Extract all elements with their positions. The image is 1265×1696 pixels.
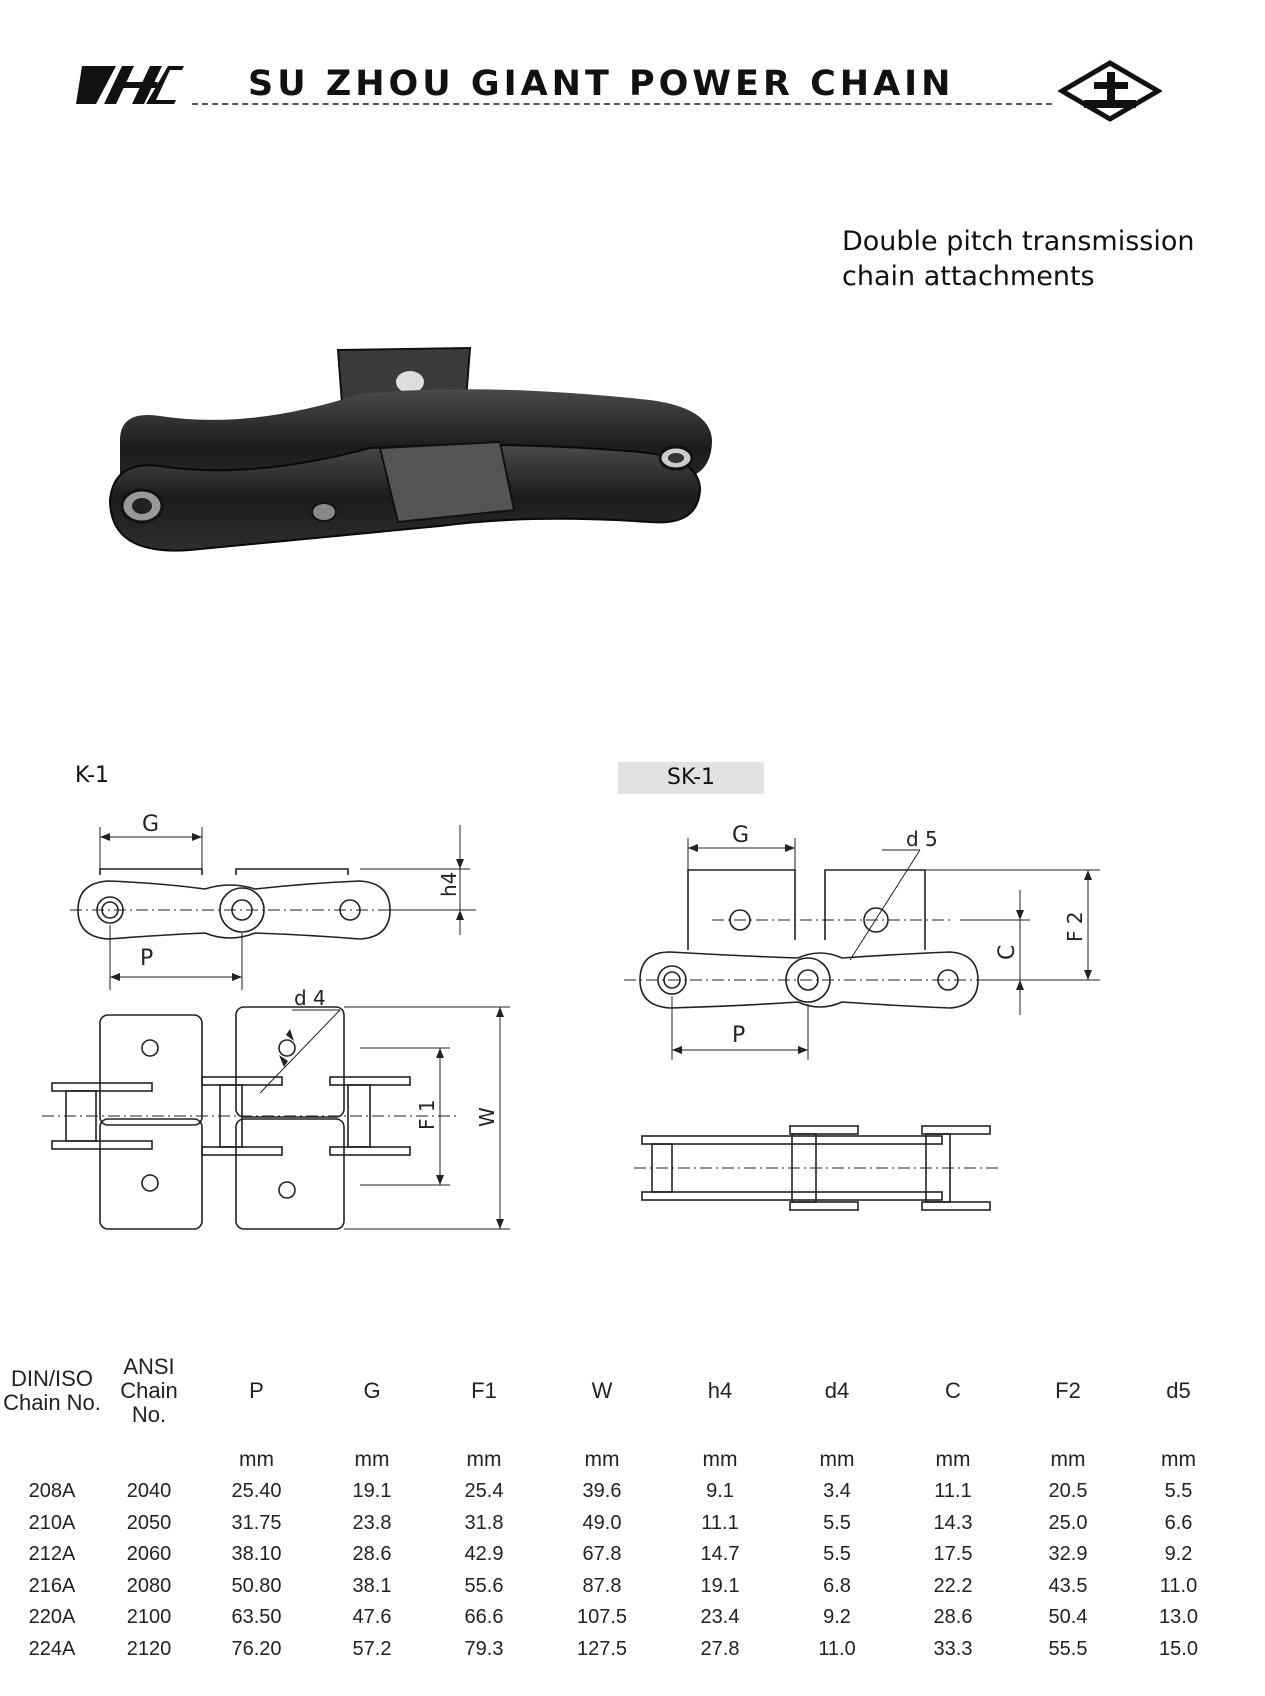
table-cell: 13.0 — [1159, 1606, 1198, 1629]
table-row — [0, 1634, 1232, 1666]
column-header: DIN/ISO Chain No. — [3, 1366, 101, 1415]
k1-side-view — [30, 812, 499, 1230]
sk1-side-view — [620, 820, 1100, 1230]
unit-cell: mm — [935, 1448, 971, 1471]
chain-with-attachment-photo — [80, 330, 760, 570]
unit-cell: mm — [702, 1448, 738, 1471]
table-row — [0, 1571, 1232, 1603]
table-cell: 31.75 — [231, 1511, 282, 1534]
sk1-dim-f2: F 2 — [1063, 911, 1087, 942]
table-cell: 17.5 — [933, 1543, 973, 1566]
table-cell: 11.0 — [818, 1637, 856, 1660]
table-cell: 27.8 — [700, 1637, 740, 1660]
table-cell: 31.8 — [464, 1511, 504, 1534]
k1-dim-p: P — [140, 946, 154, 971]
table-cell: 25.4 — [464, 1480, 504, 1503]
k1-dim-d4: d 4 — [294, 986, 326, 1010]
table-cell: 50.80 — [231, 1574, 282, 1597]
table-cell: 25.0 — [1048, 1511, 1088, 1534]
table-cell: 5.5 — [1164, 1480, 1193, 1503]
table-cell: 23.8 — [352, 1511, 392, 1534]
table-row — [0, 1602, 1232, 1634]
table-cell: 107.5 — [576, 1606, 628, 1629]
table-cell: 57.2 — [352, 1637, 392, 1660]
table-cell: 15.0 — [1159, 1637, 1198, 1660]
sk1-label: SK-1 — [618, 762, 764, 794]
table-cell: 212A — [28, 1543, 76, 1566]
table-cell: 208A — [28, 1480, 76, 1503]
k1-dim-f1: F 1 — [415, 1099, 439, 1130]
table-cell: 25.40 — [231, 1480, 282, 1503]
table-cell: 9.2 — [1164, 1543, 1193, 1566]
table-units-row — [0, 1434, 1232, 1476]
company-name: SU ZHOU GIANT POWER CHAIN — [248, 64, 955, 104]
table-cell: 5.5 — [823, 1511, 851, 1534]
table-cell: 5.5 — [823, 1543, 851, 1566]
column-header: F2 — [1055, 1378, 1081, 1403]
table-cell: 43.5 — [1048, 1574, 1088, 1597]
k1-dim-g: G — [142, 812, 160, 837]
sk1-dim-c: C — [995, 944, 1020, 960]
spec-table — [0, 1348, 1232, 1665]
column-header: d5 — [1166, 1378, 1191, 1403]
table-cell: 11.0 — [1159, 1574, 1198, 1597]
table-cell: 14.7 — [700, 1543, 740, 1566]
subtitle-line-2: chain attachments — [842, 261, 1095, 292]
table-header-row — [0, 1348, 1232, 1434]
table-cell: 11.1 — [934, 1480, 972, 1503]
unit-cell — [0, 1434, 104, 1476]
table-cell: 220A — [28, 1606, 76, 1629]
table-row — [0, 1476, 1232, 1508]
table-cell: 87.8 — [582, 1574, 622, 1597]
table-cell: 22.2 — [933, 1574, 973, 1597]
table-cell: 33.3 — [933, 1637, 973, 1660]
table-cell: 11.1 — [701, 1511, 739, 1534]
table-cell: 2050 — [126, 1511, 172, 1534]
table-cell: 14.3 — [933, 1511, 973, 1534]
table-cell: 23.4 — [700, 1606, 740, 1629]
page-header — [0, 0, 1265, 130]
column-header: F1 — [471, 1378, 497, 1403]
company-logo-right — [1058, 60, 1162, 122]
table-cell: 66.6 — [464, 1606, 504, 1629]
subtitle-line-1: Double pitch transmission — [842, 226, 1195, 257]
column-header: P — [249, 1378, 264, 1403]
k1-dim-h4: h4 — [437, 871, 461, 897]
table-cell: 55.6 — [464, 1574, 504, 1597]
table-cell: 6.6 — [1164, 1511, 1193, 1534]
k1-dim-w: W — [475, 1107, 499, 1127]
table-cell: 39.6 — [582, 1480, 622, 1503]
table-cell: 19.1 — [700, 1574, 740, 1597]
table-cell: 38.10 — [231, 1543, 282, 1566]
sk1-dim-p: P — [732, 1023, 746, 1048]
unit-cell — [104, 1434, 194, 1476]
table-cell: 6.8 — [823, 1574, 851, 1597]
table-cell: 2120 — [126, 1637, 172, 1660]
column-header: h4 — [707, 1378, 733, 1403]
table-cell: 2080 — [126, 1574, 172, 1597]
header-rule — [192, 103, 1052, 105]
table-cell: 67.8 — [582, 1543, 622, 1566]
table-cell: 28.6 — [352, 1543, 392, 1566]
table-cell: 210A — [28, 1511, 76, 1534]
sk1-dim-d5: d 5 — [906, 827, 938, 851]
company-logo-left — [72, 62, 187, 108]
table-cell: 2060 — [126, 1543, 172, 1566]
page-subtitle — [842, 224, 1195, 294]
unit-cell: mm — [1161, 1448, 1196, 1471]
unit-cell: mm — [239, 1448, 274, 1471]
table-cell: 32.9 — [1048, 1543, 1088, 1566]
table-cell: 55.5 — [1048, 1637, 1088, 1660]
table-row — [0, 1508, 1232, 1540]
table-cell: 9.2 — [823, 1606, 851, 1629]
table-cell: 50.4 — [1048, 1606, 1088, 1629]
table-cell: 49.0 — [582, 1511, 622, 1534]
table-cell: 63.50 — [231, 1606, 282, 1629]
table-row — [0, 1539, 1232, 1571]
column-header: C — [945, 1378, 961, 1403]
unit-cell: mm — [466, 1448, 502, 1471]
sk1-dim-g: G — [732, 823, 750, 848]
table-cell: 216A — [28, 1574, 76, 1597]
table-cell: 19.1 — [352, 1480, 392, 1503]
table-cell: 2040 — [126, 1480, 172, 1503]
unit-cell: mm — [354, 1448, 390, 1471]
table-cell: 28.6 — [933, 1606, 973, 1629]
table-cell: 2100 — [126, 1606, 172, 1629]
unit-cell: mm — [584, 1448, 620, 1471]
unit-cell: mm — [1050, 1448, 1086, 1471]
table-cell: 47.6 — [352, 1606, 392, 1629]
table-cell: 127.5 — [576, 1637, 628, 1660]
table-cell: 9.1 — [706, 1480, 734, 1503]
column-header: G — [363, 1378, 381, 1403]
table-cell: 38.1 — [352, 1574, 392, 1597]
table-cell: 20.5 — [1048, 1480, 1088, 1503]
table-cell: 79.3 — [464, 1637, 504, 1660]
column-header: W — [591, 1378, 613, 1403]
table-cell: 42.9 — [464, 1543, 504, 1566]
table-cell: 3.4 — [823, 1480, 851, 1503]
column-header: d4 — [824, 1378, 850, 1403]
unit-cell: mm — [819, 1448, 855, 1471]
k1-label: K-1 — [75, 763, 110, 788]
table-cell: 224A — [28, 1637, 76, 1660]
column-header: ANSI Chain No. — [120, 1354, 178, 1427]
table-cell: 76.20 — [231, 1637, 282, 1660]
